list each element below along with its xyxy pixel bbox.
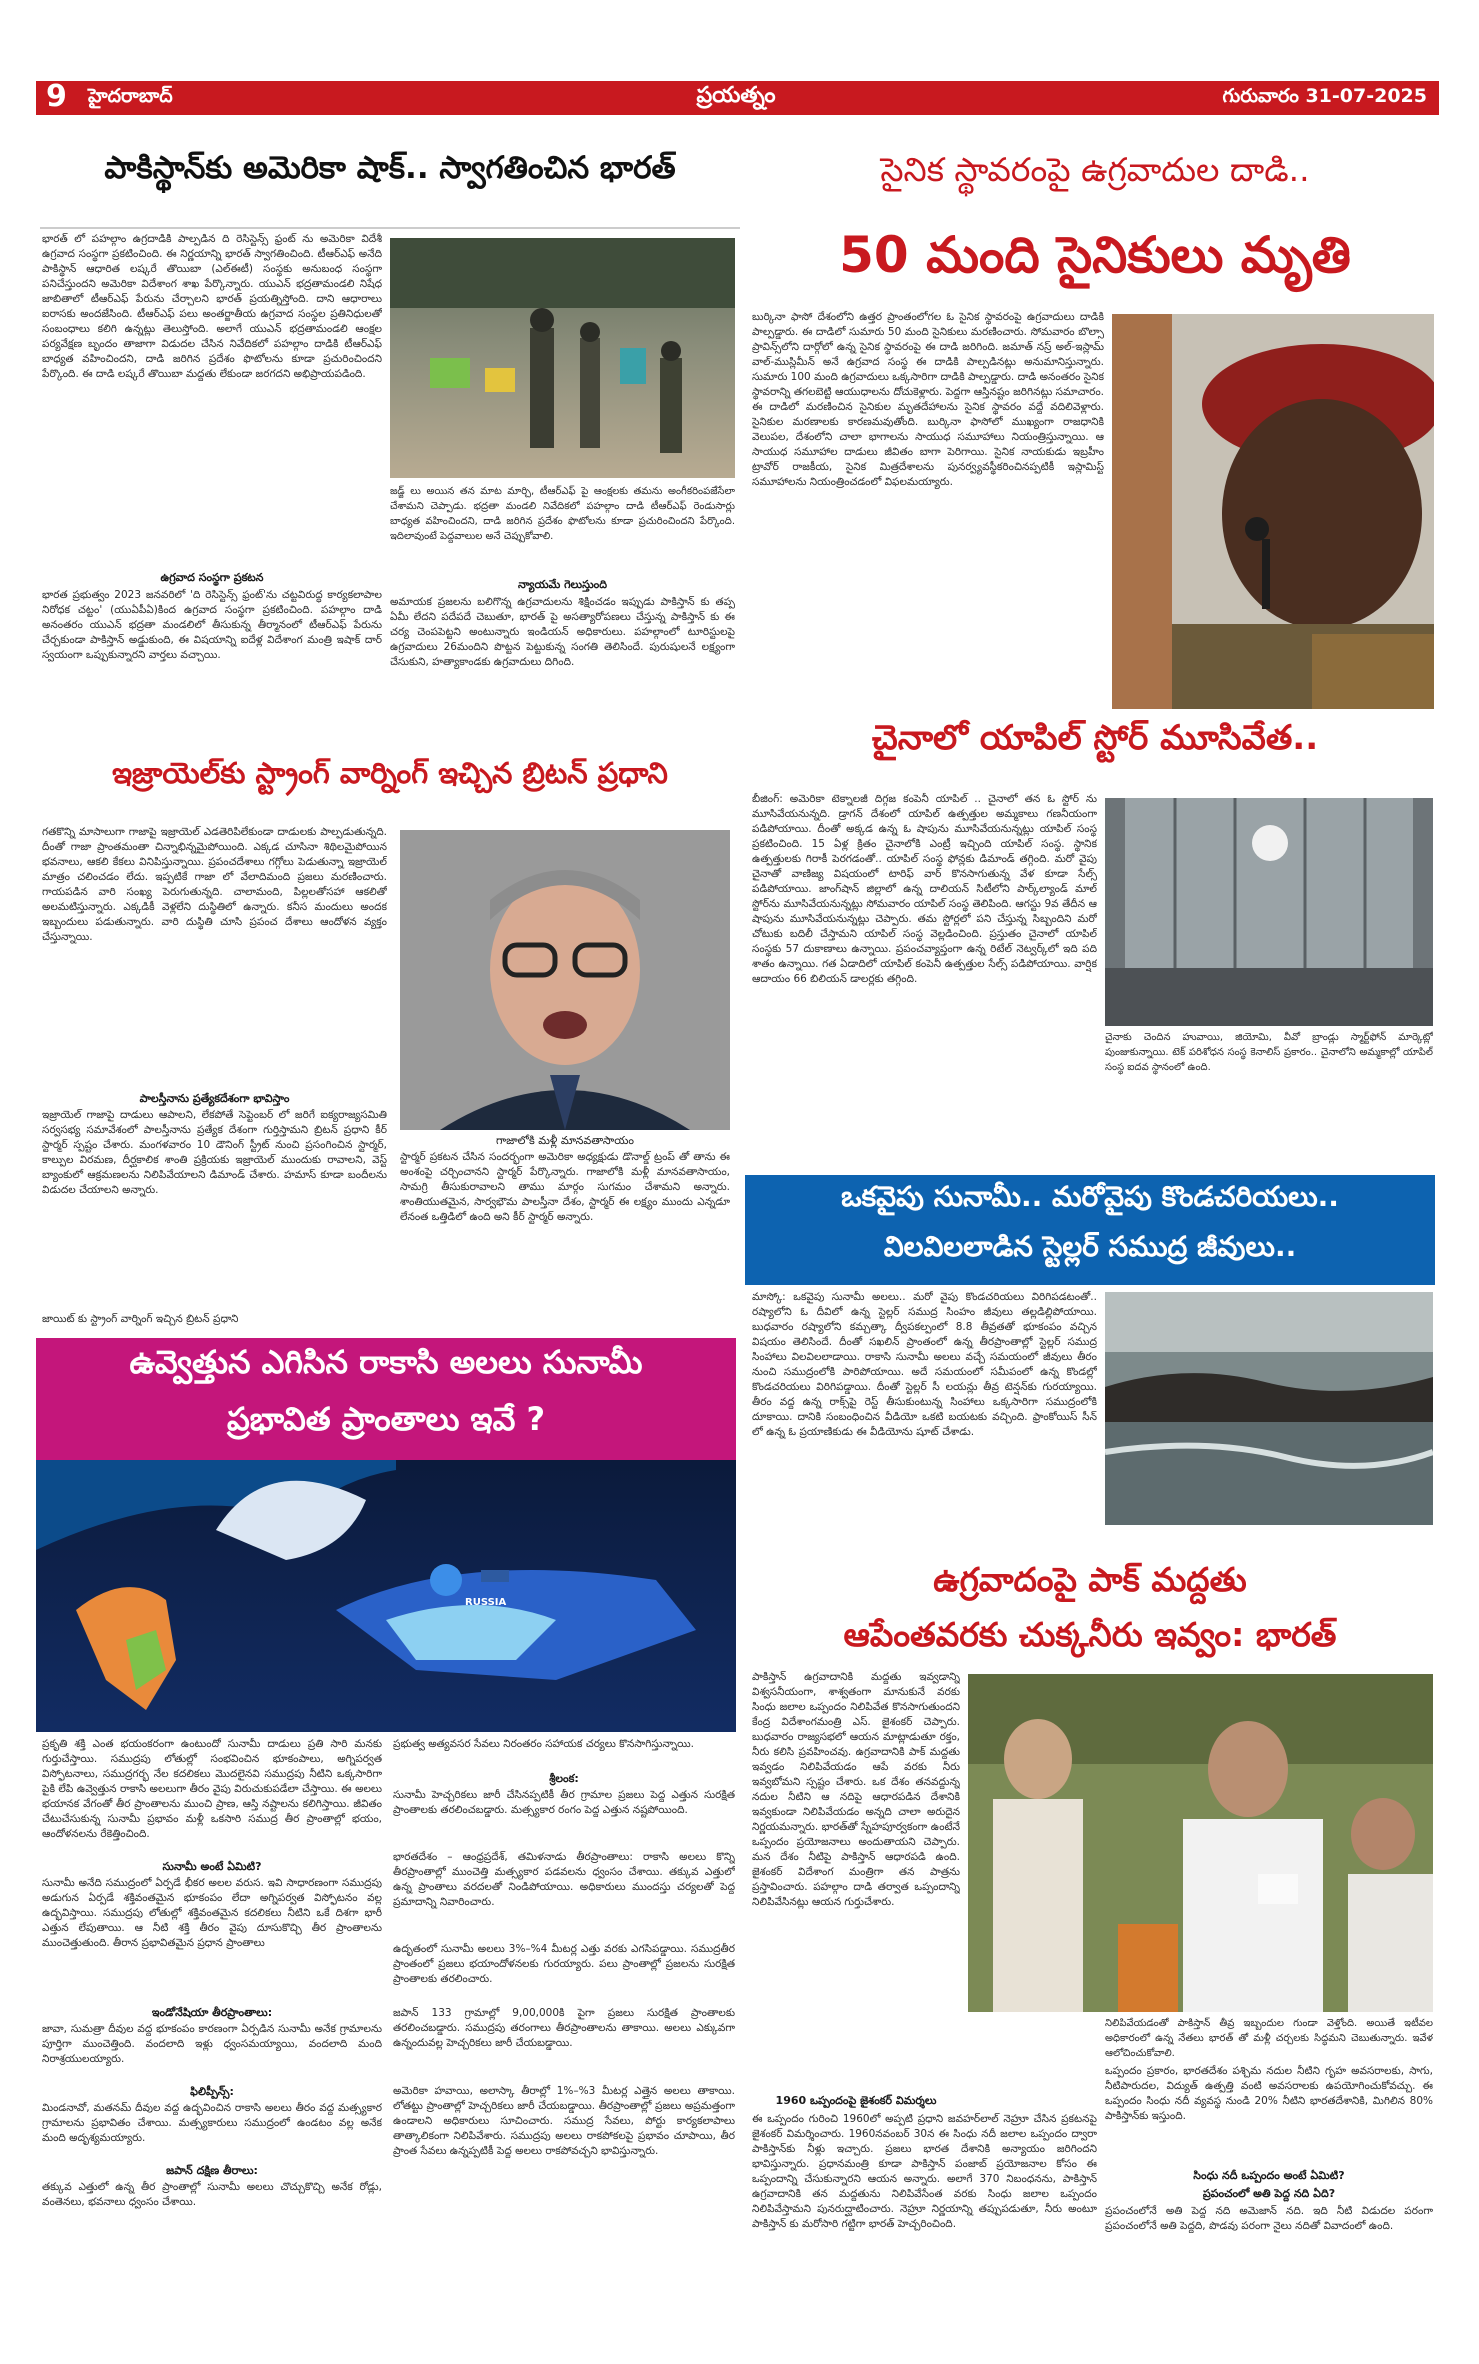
paper-name: ప్రయత్నం bbox=[696, 83, 776, 108]
story-india-pak-col2-body-2: ప్రపంచంలోనే అతి పెద్ద నది అమెజాన్ నది. ఇది నీటి విడుదల పరంగా ప్రపంచంలోనే అతి పెద్దది, పొడవు పరంగా నైలు నదితో వివాదంలో ఉంది. bbox=[1105, 2205, 1433, 2232]
story-tsunami-col2-c: భారతదేశం – ఆంధ్రప్రదేశ్, తమిళనాడు తీరప్రాంతాలు: రాకాసి అలలు కొన్ని తీరప్రాంతాల్లో ముంచెత్తి మత్స్యకార పడవలను ధ్వంసం చేశాయి. తక్కువ ఎత్తులో ఉన్న ప్రాంతాలు వరదలతో నిండిపోయాయి. అధికారులు ముందస్తు చర్యలతో పెద్ద ప్రమాదాన్ని నివారించారు. bbox=[393, 1851, 735, 1908]
story-uk-body-2: ఇజ్రాయెల్ గాజాపై దాడులు ఆపాలని, లేకపోతే సెప్టెంబర్ లో జరిగే ఐక్యరాజ్యసమితి సర్వసభ్య సమావేశంలో పాలస్తీనాను ప్రత్యేక దేశంగా గుర్తిస్తామని బ్రిటన్ ప్రధాని కీర్ స్టార్మర్ స్పష్టం చేశారు. మంగళవారం 10 డౌనింగ్ స్ట్రీట్ నుంచి ప్రసంగించిన స్టార్మర్, కాల్పుల విరమణ, దీర్ఘకాలిక శాంతి ప్రక్రియకు ఇజ్రాయెల్ ముందుకు రావాలని, వెస్ట్ బ్యాంకులో ఆక్రమణలను నిలిపివేయాలని డిమాండ్ చేశారు. హమాస్ కూడా బందీలను విడుదల చేయాలని అన్నారు. bbox=[42, 1109, 387, 1196]
story-pak-us-col2-body-2: అమాయక ప్రజలను బలిగొన్న ఉగ్రవాదులను శిక్షించడం ఇప్పుడు పాకిస్తాన్ కు తప్ప ఏమీ లేదని పదేపదే చెబుతూ, భారత్ పై అసత్యారోపణలు చేస్తున్న పాకిస్తాన్ కు ఈ చర్య చెంపపెట్టని అంటున్నారు ఇండియన్ అధికారులు. పహల్గాంలో టూరిస్టులపై ఉగ్రవాదులు 26మందిని పొట్టన పెట్టుకున్న సంగతి తెలిసిందే. పురుషులనే లక్ష్యంగా చేసుకుని, హత్యాకాండకు ఉగ్రవాదులు దిగింది. bbox=[390, 596, 735, 668]
story-tsunami-col1-c: జావా, సుమత్రా దీవుల వద్ద భూకంపం కారణంగా ఏర్పడిన సునామీ అనేక గ్రామాలను పూర్తిగా ముంచెత్తింది. వందలాది ఇళ్లు ధ్వంసమయ్యాయి, వందలాది మంది నిరాశ్రయులయ్యారు. bbox=[42, 2023, 382, 2065]
jaishankar-image bbox=[968, 1674, 1433, 2012]
story-india-pak-body: పాకిస్తాన్ ఉగ్రవాదానికి మద్దతు ఇవ్వడాన్ని విశ్వసనీయంగా, శాశ్వతంగా మానుకునే వరకు సింధు జలాల ఒప్పందం నిలిపివేత కొనసాగుతుందని కేంద్ర విదేశాంగమంత్రి ఎస్. జైశంకర్ చెప్పారు. బుధవారం రాజ్యసభలో ఆయన మాట్లాడుతూ రక్తం, నీరు కలిసి ప్రవహించవు. ఉగ్రవాదానికి పాక్ మద్దతు ఇవ్వడం నిలిపివేయడం ఆపే వరకు నీరు ఇవ్వబోమని స్పష్టం చేశారు. ఒక దేశం తనవద్దున్న నదుల నీటిని ఆ నదిపై ఆధారపడిన దేశానికి ఇవ్వకుండా నిలిపివేయడం అన్నది చాలా అరుదైన నిర్ణయమన్నారు. భారత్‌తో స్నేహపూర్వకంగా ఉంటేనే ఒప్పందం ప్రయోజనాలు అందుతాయని చెప్పారు. మన దేశం నీటిపై పాకిస్తాన్ ఆధారపడి ఉంది. జైశంకర్ విదేశాంగ మంత్రిగా తన పాత్రను ప్రస్తావించారు. పహల్గాం దాడి తర్వాత ఒప్పందాన్ని నిలిపివేసినట్లు ఆయన గుర్తుచేశారు. bbox=[752, 1671, 960, 1908]
story-india-pak-subhead: 1960 ఒప్పందంపై జైశంకర్ విమర్శలు bbox=[775, 2094, 937, 2107]
story-tsunami-subhead-2: ఇండోనేషియా తీరప్రాంతాలు: bbox=[151, 2006, 273, 2019]
photo-uk-pm bbox=[400, 830, 730, 1130]
uk-pm-image bbox=[400, 830, 730, 1130]
headline-uk: ఇజ్రాయెల్‌కు స్ట్రాంగ్ వార్నింగ్ ఇచ్చిన బ్రిటన్ ప్రధాని bbox=[112, 756, 668, 790]
story-pak-us-subhead-2: న్యాయమే గెలుస్తుంది bbox=[518, 578, 607, 591]
masthead-bar bbox=[36, 81, 1439, 115]
story-tsunami-rocks-body: మాస్కో: ఒకవైపు సునామీ అలలు.. మరో వైపు కొండచరియలు విరిగిపడటంతో.. రష్యాలోని ఓ దీవిలో ఉన్న స్టెల్లర్ సముద్ర సింహం జీవులు తల్లడిల్లిపోయాయి. బుధవారం రష్యాలోని కమ్చత్కా ద్వీపకల్పంలో 8.8 తీవ్రతతో భూకంపం వచ్చిన విషయం తెలిసిందే. దీంతో సఖలిన్ ప్రాంతంలో ఉన్న తీరప్రాంతాల్లో స్టెల్లర్ సముద్ర సింహాలు విలవిలలాడాయి. రాకాసి సునామీ అలలు వచ్చే సమయంలో జీవులు తీరం నుంచి సముద్రంలోకి పారిపోయాయి. అదే సమయంలో సమీపంలో ఉన్న కొండల్లో కొండచరియలు విరిగిపడ్డాయి. దీంతో స్టెల్లర్ సీ లయన్లు తీవ్ర టెన్షన్‌కు గురయ్యాయి. తీరం వద్ద ఉన్న రాక్స్‌పై రెస్ట్ తీసుకుంటున్న సింహాలు ఒక్కసారిగా సముద్రంలోకి దూకాయి. దానికి సంబంధించిన వీడియో ఒకటి బయటకు వచ్చింది. ఫ్రాంకోయిస్ సీన్ లో ఉన్న ఓ ప్రయాణికుడు ఈ వీడియోను షూట్ చేశాడు. bbox=[752, 1291, 1097, 1438]
headline-soldiers-2: 50 మంది సైనికులు మృతి bbox=[839, 226, 1351, 284]
story-tsunami-subhead-1: సునామీ అంటే ఏమిటి? bbox=[162, 1860, 262, 1873]
story-tsunami-col1-e: తక్కువ ఎత్తులో ఉన్న తీర ప్రాంతాల్లో సునామీ అలలు చొచ్చుకొచ్చి అనేక రోడ్లు, వంతెనలు, భవనాలు ధ్వంసం చేశాయి. bbox=[42, 2181, 382, 2208]
story-apple-caption: చైనాకు చెందిన హువాయి, జియోమి, వీవో బ్రాండ్లు స్మార్ట్‌ఫోన్ మార్కెట్లో పుంజుకున్నాయి. టెక్ పరిశోధన సంస్థ కెనాలిస్ ప్రకారం.. చైనాలోని అమ్మకాల్లో యాపిల్ సంస్థ ఐదవ స్థానంలో ఉంది. bbox=[1105, 1032, 1433, 1073]
story-pak-us-body-2: భారత ప్రభుత్వం 2023 జనవరిలో 'ది రెసిస్టెన్స్ ఫ్రంట్'ను చట్టవిరుద్ధ కార్యకలాపాల నిరోధక చట్టం' (యుఏపీఏ)కింద ఉగ్రవాద సంస్థగా ప్రకటించింది. పహల్గాం దాడి అనంతరం యుఎన్ భద్రతా మండలిలో తీసుకున్న తీర్మానంలో టీఆర్ఎఫ్ పేరును చేర్చకుండా పాకిస్తాన్ అడ్డుకుంది, ఈ విషయాన్ని ఐదేళ్ల విదేశాంగ మంత్రి ఇషాక్ దార్ స్వయంగా ఒప్పుకున్నారని వార్తలు వచ్చాయి. bbox=[42, 589, 382, 661]
page-number: 9 bbox=[46, 79, 67, 114]
headline-tsunami-2: ప్రభావిత ప్రాంతాలు ఇవే ? bbox=[226, 1400, 546, 1438]
city-name: హైదరాబాద్ bbox=[88, 85, 173, 107]
sea-lions-image bbox=[1105, 1292, 1433, 1525]
story-pak-us-col2: జడ్జ్ లు అయిన తన మాట మార్చి, టీఆర్ఎఫ్ పై ఆంక్షలకు తమను అంగీకరింపజేసేలా చేశామని చెప్పాడు. భద్రతా మండలి నివేదికలో పహల్గాం దాడి టీఆర్ఎఫ్ రెండుసార్లు బాధ్యత వహించిందని, దాడి జరిగిన ప్రదేశం ఫొటోలను కూడా ప్రచురించిందని పేర్కొంది. ఇదిలావుంటే పెద్దవాలుల అనే చెప్పుకోవాలి. bbox=[390, 486, 735, 542]
military-leader-image bbox=[1112, 314, 1434, 709]
headline-tsunami-rocks-2: విలవిలలాడిన స్టెల్లర్ సముద్ర జీవులు.. bbox=[883, 1230, 1297, 1263]
story-pak-us-body: భారత్ లో పహల్గాం ఉగ్రదాడికి పాల్పడిన ది రెసిస్టెన్స్ ఫ్రంట్ ను అమెరికా విదేశీ ఉగ్రవాద సంస్థగా ప్రకటించింది. ఈ నిర్ణయాన్ని భారత్ స్వాగతించింది. టీఆర్ఎఫ్ అనేది పాకిస్థాన్ ఆధారిత లష్కరే తొయిబా (ఎల్ఈటీ) సంస్థకు అనుబంధ సంస్థగా పనిచేస్తుందని అమెరికా విదేశాంగ శాఖ పేర్కొన్నారు. యుఎన్ భద్రతామండలి నిషేధ జాబితాలో టీఆర్ఎఫ్ పేరును చేర్చాలని భారత్ ప్రయత్నిస్తోంది. దాని ఆధారాలు ఐరాసకు అందజేసింది. టీఆర్ఎఫ్ పలు అంతర్జాతీయ ఉగ్రవాద సంస్థల ప్రతినిధులతో సంబంధాలు కలిగి ఉన్నట్లు తెలుస్తోంది. అలాగే యుఎన్ భద్రతామండలి ఆంక్షల పర్యవేక్షణ బృందం తాజాగా విడుదల చేసిన నివేదికలో పహల్గాం దాడికి టీఆర్ఎఫ్ బాధ్యత వహించిందని, దాడి జరిగిన ప్రదేశం ఫొటోలను కూడా ప్రచురించిందని పేర్కొంది. ఈ దాడి లష్కరే తొయిబా మద్దతు లేకుండా జరగదని అభిప్రాయపడింది. bbox=[42, 233, 382, 380]
story-india-pak-col2-body: ఒప్పందం ప్రకారం, భారతదేశం పశ్చిమ నదుల నీటిని గృహ అవసరాలకు, సాగు, నీటిపారుదల, విద్యుత్ ఉత్పత్తి వంటి అవసరాలకు ఉపయోగించుకోవచ్చు. ఈ ఒప్పందం సింధు నదీ వ్యవస్థ నుండి 20% నీటిని భారతదేశానికి, మిగిలిన 80% పాకిస్తాన్‌కు ఇస్తుంది. bbox=[1105, 2065, 1433, 2122]
story-soldiers-body: బుర్కినా ఫాసో దేశంలోని ఉత్తర ప్రాంతంలోగల ఓ సైనిక స్థావరంపై ఉగ్రవాదులు దాడికి పాల్పడ్డారు. ఈ దాడిలో సుమారు 50 మంది సైనికులు మరణించారు. సోమవారం బొల్సా ప్రావిన్స్‌లోని దార్గోలో ఉన్న సైనిక స్థావరంపై ఈ దాడి జరిగింది. జమాత్ నస్ర్ అల్-ఇస్లామ్ వాల్-ముస్లిమీన్ అనే ఉగ్రవాద సంస్థ ఈ దాడికి పాల్పడినట్లు అనుమానిస్తున్నారు. సుమారు 100 మంది ఉగ్రవాదులు ఒక్కసారిగా దాడికి పాల్పడ్డారు. దాడి అనంతరం సైనిక స్థావరాన్ని తగలబెట్టి ఆయుధాలను దోచుకెళ్లారు. పెద్దగా ఆస్తినష్టం జరిగినట్లు సమాచారం. ఈ దాడిలో మరణించిన సైనికుల మృతదేహాలను సైనిక స్థావరం వద్దే వదిలివెళ్లారు. సైనికుల మరణాలకు కారణమవుతోంది. బుర్కినా ఫాసోలో ముఖ్యంగా రాజధానికి వెలుపల, దేశంలోని చాలా భాగాలను సాయుధ సమూహాలు నియంత్రిస్తున్నాయి. ఆ సాయుధ సమూహాల దాడులు జీవితం బాగా పెరిగాయి. సైనిక నాయకుడు ఇబ్రహీం ట్రావోర్ రాజకీయ, సైనిక మిత్రదేశాలను పునర్వ్యవస్థీకరించినప్పటికీ ఇస్లామిస్ట్ సమూహాలను నియంత్రించడంలో విఫలమయ్యారు. bbox=[752, 311, 1104, 488]
story-india-pak-subhead-2: సింధు నదీ ఒప్పందం అంటే ఏమిటి? bbox=[1193, 2169, 1345, 2182]
photo-apple-store bbox=[1105, 798, 1433, 1026]
story-tsunami-col2-f: అమెరికా హవాయి, అలాస్కా తీరాల్లో 1%–%3 మీటర్ల ఎత్తైన అలలు తాకాయి. లోతట్టు ప్రాంతాల్లో హెచ్చరికలు జారీ చేయబడ్డాయి. తీరప్రాంతాల్లో ప్రజలు అప్రమత్తంగా ఉండాలని అధికారులు సూచించారు. సముద్ర సేవలు, పోర్టు కార్యకలాపాలు తాత్కాలికంగా నిలిపివేశారు. సముద్రపు అలలు రాకపోకలపై ప్రభావం చూపాయి, తీర ప్రాంత సేవలు ఉన్నప్పటికీ పెద్ద అలలు రాకపోవచ్చని భావిస్తున్నారు. bbox=[393, 2085, 735, 2157]
headline-india-pak-2: ఆపేంతవరకు చుక్కనీరు ఇవ్వం: భారత్ bbox=[843, 1615, 1337, 1654]
story-tsunami-col1-d: మిండనావో, మతనమ్ దీవుల వద్ద ఉద్భవించిన రాకాసి అలలు తీరం వద్ద మత్స్యకార గ్రామాలను ప్రభావితం చేశాయి. మత్స్యకారులు సముద్రంలో ఉండటం వల్ల అనేక మంది అదృశ్యమయ్యారు. bbox=[42, 2102, 382, 2144]
story-india-pak-subhead-3: ప్రపంచంలో అతి పెద్ద నది ఏది? bbox=[1202, 2187, 1336, 2200]
story-uk-subhead: పాలస్తీనాను ప్రత్యేకదేశంగా భావిస్తాం bbox=[139, 1092, 290, 1105]
photo-military-leader bbox=[1112, 314, 1434, 709]
story-tsunami-col2-e: జపాన్ 133 గ్రామాల్లో 9,00,000కి పైగా ప్రజలు సురక్షిత ప్రాంతాలకు తరలించబడ్డారు. సముద్రపు తరంగాలు తీరప్రాంతాలను తాకాయి. అలలు ఎక్కువగా ఉన్నందువల్ల హెచ్చరికలు జారీ చేయబడ్డాయి. bbox=[393, 2007, 735, 2049]
story-tsunami-subhead-5: శ్రీలంక: bbox=[549, 1772, 579, 1785]
security-forces-image bbox=[390, 238, 735, 478]
publication-date: గురువారం 31-07-2025 bbox=[1222, 85, 1427, 107]
photo-jaishankar bbox=[968, 1674, 1433, 2012]
headline-tsunami-rocks-1: ఒకవైపు సునామీ.. మరోవైపు కొండచరియలు.. bbox=[841, 1180, 1339, 1213]
story-uk-caption: గాజాలోకి మళ్లీ మానవతాసాయం bbox=[496, 1134, 634, 1147]
story-divider bbox=[40, 227, 740, 229]
headline-soldiers-1: సైనిక స్థావరంపై ఉగ్రవాదుల దాడి.. bbox=[880, 150, 1310, 189]
photo-security-forces bbox=[390, 238, 735, 478]
story-tsunami-col2-b: సునామీ హెచ్చరికలు జారీ చేసినప్పటికీ తీర గ్రామాల ప్రజలు పెద్ద ఎత్తున సురక్షిత ప్రాంతాలకు తరలించబడ్డారు. మత్స్యకార రంగం పెద్ద ఎత్తున నష్టపోయింది. bbox=[393, 1789, 735, 1816]
story-tsunami-col1: ప్రకృతి శక్తి ఎంత భయంకరంగా ఉంటుందో సునామీ దాడులు ప్రతి సారి మనకు గుర్తుచేస్తాయి. సముద్రపు లోతుల్లో సంభవించిన భూకంపాలు, అగ్నిపర్వత విస్ఫోటనాలు, సముద్రగర్భ నేల కదలికలు మొదలైనవి సముద్రపు నీటిని ఒక్కసారిగా పైకి లేపి ఉవ్వెత్తున రాకాసి అలలుగా తీరం వైపు విరుచుకుపడేలా చేస్తాయి. ఈ అలలు భయానక వేగంతో తీర ప్రాంతాలను ముంచి ప్రాణ, ఆస్తి నష్టాలను కలిగిస్తాయి. జీవితం చేటుచేసుకున్న సునామీ ప్రభావం మళ్లీ ఒకసారి సముద్ర తీర ప్రాంతాల్లో భయం, ఆందోళనలను రేకెత్తించింది. bbox=[42, 1738, 382, 1840]
headline-tsunami-1: ఉవ్వెత్తున ఎగిసిన రాకాసి అలలు సునామీ bbox=[129, 1343, 643, 1381]
tsunami-map-image bbox=[36, 1460, 736, 1732]
story-india-pak-caption: నిలిపివేయడంతో పాకిస్తాన్ తీవ్ర ఇబ్బందుల గుండా వెళ్తోంది. అయితే ఇటీవల అధికారంలో ఉన్న నేతలు భారత్ తో మళ్లీ చర్చలకు సిద్ధమని చెబుతున్నారు. ఇవేళ ఆలోచించుకోవాలి. bbox=[1105, 2018, 1433, 2059]
headline-apple: చైనాలో యాపిల్ స్టోర్ మూసివేత.. bbox=[871, 718, 1319, 758]
story-tsunami-col2-d: ఉదృతంలో సునామీ అలలు 3%–%4 మీటర్ల ఎత్తు వరకు ఎగసిపడ్డాయి. సముద్రతీర ప్రాంతంలో ప్రజలు భయాందోళనలకు గురయ్యారు. పలు ప్రాంతాల్లో ప్రజలను సురక్షిత ప్రాంతాలకు తరలించారు. bbox=[393, 1943, 735, 1985]
story-tsunami-col2: ప్రభుత్వ అత్యవసర సేవలు నిరంతరం సహాయక చర్యలు కొనసాగిస్తున్నాయి. bbox=[393, 1738, 694, 1750]
tsunami-map bbox=[36, 1460, 736, 1732]
headline-india-pak-1: ఉగ్రవాదంపై పాక్ మద్దతు bbox=[933, 1560, 1247, 1599]
story-tsunami-subhead-4: జపాన్ దక్షిణ తీరాలు: bbox=[166, 2164, 258, 2177]
tsunami-map-label: RUSSIA bbox=[465, 1597, 507, 1608]
story-uk-body: గతకొన్ని మాసాలుగా గాజాపై ఇజ్రాయెల్ ఎడతెరిపిలేకుండా దాడులకు పాల్పడుతున్నది. దీంతో గాజా ప్రాంతమంతా చిన్నాభిన్నమైపోయింది. ఎక్కడ చూసినా శిథిలమైపోయిన భవనాలు, ఆకలి కేకలు వినిపిస్తున్నాయి. ప్రపంచదేశాలు గగ్గోలు పెడుతున్నా ఇజ్రాయెల్ మాత్రం చలించడం లేదు. ఇప్పటికే గాజా లో వేలాదిమంది ప్రజలు మరణించారు. గాయపడిన వారి సంఖ్య పెరుగుతున్నది. చాలామంది, పిల్లలతోసహా ఆకలితో అలమటిస్తున్నారు. ఎక్కడికీ వెళ్లలేని దుస్థితిలో ఉన్నారు. కనీస మందులు అందక ఇబ్బందులు పడుతున్నారు. వారి దుస్థితి చూసి ప్రపంచ దేశాలు ఆందోళన వ్యక్తం చేస్తున్నాయి. bbox=[42, 826, 387, 943]
story-uk-closing: జాయిట్ కు స్ట్రాంగ్ వార్నింగ్ ఇచ్చిన బ్రిటన్ ప్రధాని bbox=[42, 1313, 239, 1325]
photo-sea-lions bbox=[1105, 1292, 1433, 1525]
story-india-pak-body-2: ఈ ఒప్పందం గురించి 1960లో అప్పటి ప్రధాని జవహర్‌లాల్ నెహ్రూ చేసిన ప్రకటనపై జైశంకర్ విమర్శించారు. 1960నవంబర్ 30న ఈ సింధు నదీ జలాల ఒప్పందం ద్వారా పాకిస్తాన్‌కు నీళ్లు ఇచ్చారు. ప్రజలు భారత దేశానికి అన్యాయం జరిగిందని భావిస్తున్నారు. ప్రధానమంత్రి కూడా పాకిస్తాన్ పంజాబ్ ప్రయోజనాల కోసం ఈ ఒప్పందాన్ని చేసుకున్నారని ఆయన అన్నారు. అలాగే 370 నిబంధనను, పాకిస్తాన్ ఉగ్రవాదానికి తన మద్దతును నిలిపివేసేంత వరకు సింధు జలాల ఒప్పందం నిలిపివేస్తామని పునరుద్ఘాటించారు. నెహ్రూ నిర్ణయాన్ని తప్పుపడుతూ, నీరు అంటూ పాకిస్తాన్ కు మరోసారి గట్టిగా భారత్ హెచ్చరించింది. bbox=[752, 2113, 1097, 2230]
headline-pak-us: పాకిస్థాన్‌కు అమెరికా షాక్.. స్వాగతించిన భారత్ bbox=[104, 150, 676, 186]
story-tsunami-subhead-3: ఫిలిప్పీన్స్: bbox=[190, 2085, 234, 2098]
story-pak-us-subhead: ఉగ్రవాద సంస్థగా ప్రకటన bbox=[160, 571, 264, 584]
story-apple-body: బీజింగ్: అమెరికా టెక్నాలజీ దిగ్గజ కంపెనీ యాపిల్ .. చైనాలో తన ఓ స్టోర్ ను మూసివేయనున్నది. డ్రాగన్ దేశంలో యాపిల్ ఉత్పత్తుల అమ్మకాలు గణనీయంగా పడిపోయాయి. దీంతో అక్కడ ఉన్న ఓ షాపును మూసివేయనున్నట్లు యాపిల్ సంస్థ ప్రకటించింది. 15 ఏళ్ల క్రితం చైనాలోకి ఎంట్రీ ఇచ్చింది యాపిల్ సంస్థ. స్థానిక ఉత్పత్తులకు గిరాకీ పెరగడంతో.. యాపిల్ సంస్థ ఫోన్లకు డిమాండ్ తగ్గింది. మరో వైపు చైనాతో వాణిజ్య విషయంలో టారిఫ్ వార్ కొనసాగుతున్న వేళ కూడా సేల్స్ పడిపోయాయి. జాంగ్‌షాన్ జిల్లాలో ఉన్న దాలియన్ సిటీలోని పార్క్‌ల్యాండ్ మాల్ స్టోర్‌ను మూసివేయనున్నట్లు సోమవారం యాపిల్ సంస్థ తెలిపింది. ఆగస్టు 9వ తేదీన ఆ షాపును మూసివేయనున్నట్లు చెప్పారు. తమ స్టోర్లలో పని చేస్తున్న సిబ్బందిని మరో చోటుకు బదిలీ చేస్తామని యాపిల్ సంస్థ వెల్లడించింది. ప్రస్తుతం చైనాలో యాపిల్ సంస్థకు 57 దుకాణాలు ఉన్నాయి. ప్రపంచవ్యాప్తంగా ఉన్న రిటేల్ నెట్వర్క్‌లో ఇది పది శాతం ఉన్నాయి. గత ఏడాదిలో యాపిల్ కంపెనీ ఉత్పత్తుల సేల్స్ పడిపోయాయి. వార్షిక ఆదాయం 66 బిలియన్ డాలర్లకు తగ్గింది. bbox=[752, 793, 1097, 985]
story-tsunami-col1-b: సునామీ అనేది సముద్రంలో ఏర్పడే భీకర అలల వరుస. ఇవి సాధారణంగా సముద్రపు అడుగున ఏర్పడే శక్తివంతమైన భూకంపం లేదా అగ్నిపర్వత విస్ఫోటనం వల్ల ఉద్భవిస్తాయి. సముద్రపు లోతుల్లో శక్తివంతమైన కదలికలు నీటిని ఒకే దిశగా భారీ ఎత్తున లేపుతాయి. ఆ నీటి శక్తి తీరం వైపు దూసుకొచ్చి తీర ప్రాంతాలను ముంచెత్తుతుంది. తీరాన ప్రభావితమైన ప్రధాన ప్రాంతాలు bbox=[42, 1877, 382, 1949]
story-uk-col2-body: స్టార్మర్ ప్రకటన చేసిన సందర్భంగా అమెరికా అధ్యక్షుడు డొనాల్డ్ ట్రంప్ తో తాను ఈ అంశంపై చర్చించానని స్టార్మర్ పేర్కొన్నారు. గాజాలోకి మళ్లీ మానవతాసాయం, సామగ్రి తీసుకురావాలని తాము మార్గం సుగమం చేశామని అన్నారు. శాంతియుతమైన, సార్వభౌమ పాలస్తీనా దేశం, స్టార్మర్ ఈ లక్ష్యం ముందు ఎన్నడూ లేనంత ఒత్తిడిలో ఉంది అని కీర్ స్టార్మర్ అన్నారు. bbox=[400, 1151, 730, 1223]
apple-store-image bbox=[1105, 798, 1433, 1026]
